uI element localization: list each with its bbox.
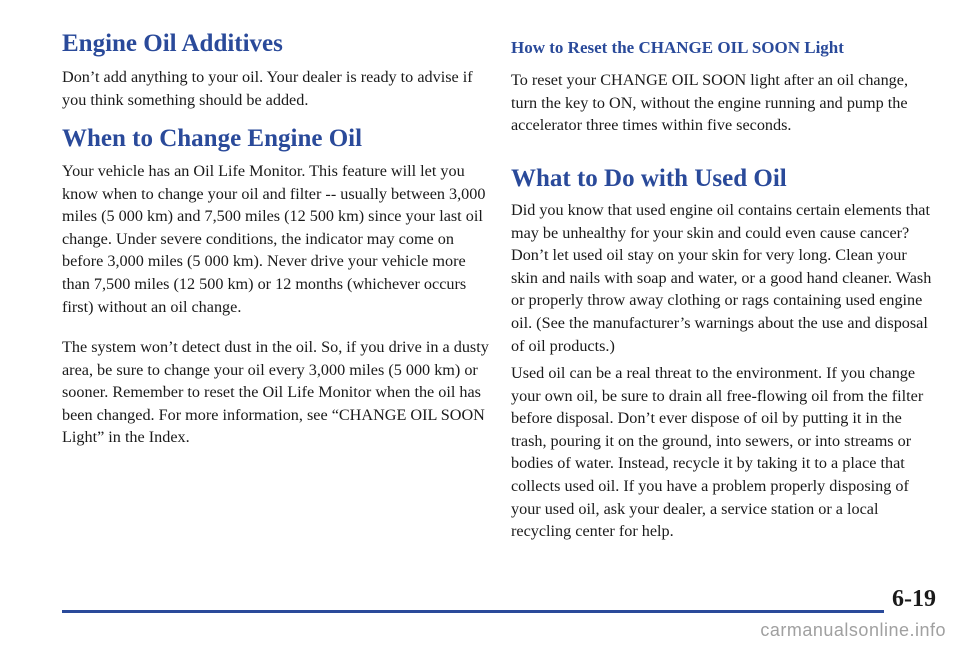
paragraph-used-2: Used oil can be a real threat to the environment. If you change your own oil, be sure to drain all free-flowing oil from the filter before disposal. Don’t ever dispose of oil by putting it in the trash, pouring it on the ground, into sewers, or into streams or bodies of water. Instead, recycle it by taking it to a place that collects used oil. If you have a problem properly disposing of your used oil, ask your dealer, a service station or a local recycling center for help. bbox=[511, 364, 924, 541]
heading-when-to-change: When to Change Engine Oil bbox=[62, 125, 363, 152]
paragraph-when-2: The system won’t detect dust in the oil. So, if you drive in a dusty area, be sure to change your oil every 3,000 miles (5 000 km) or sooner. Remember to reset the Oil Life Monitor when the oil has been changed. For more information, see “CHANGE OIL SOON Light” in the Index. bbox=[62, 338, 489, 447]
heading-how-to-reset: How to Reset the CHANGE OIL SOON Light bbox=[511, 38, 844, 57]
watermark: carmanualsonline.info bbox=[760, 620, 946, 640]
heading-used-oil: What to Do with Used Oil bbox=[511, 165, 787, 192]
footer-rule bbox=[62, 610, 936, 613]
page-number: 6-19 bbox=[884, 586, 936, 613]
heading-engine-oil-additives: Engine Oil Additives bbox=[62, 30, 283, 57]
paragraph-additives: Don’t add anything to your oil. Your dealer is ready to advise if you think something should be added. bbox=[62, 68, 473, 109]
paragraph-reset: To reset your CHANGE OIL SOON light after an oil change, turn the key to ON, without the engine running and pump the accelerator three times within five seconds. bbox=[511, 71, 909, 135]
paragraph-when-1: Your vehicle has an Oil Life Monitor. This feature will let you know when to change your oil and filter -- usually between 3,000 miles (5 000 km) and 7,500 miles (12 500 km) since your last oil change. Under severe conditions, the indicator may come on before 3,000 miles (5 000 km). Never drive your vehicle more than 7,500 miles (12 500 km) or 12 months (whichever occurs first) without an oil change. bbox=[62, 162, 486, 316]
paragraph-used-1: Did you know that used engine oil contains certain elements that may be unhealthy for your skin and could even cause cancer? Don’t let used oil stay on your skin for very long. Clean your skin and nails with soap and water, or a good hand cleaner. Wash or properly throw away clothing or rags containing used engine oil. (See the manufacturer’s warnings about the use and disposal of oil products.) bbox=[511, 201, 932, 355]
